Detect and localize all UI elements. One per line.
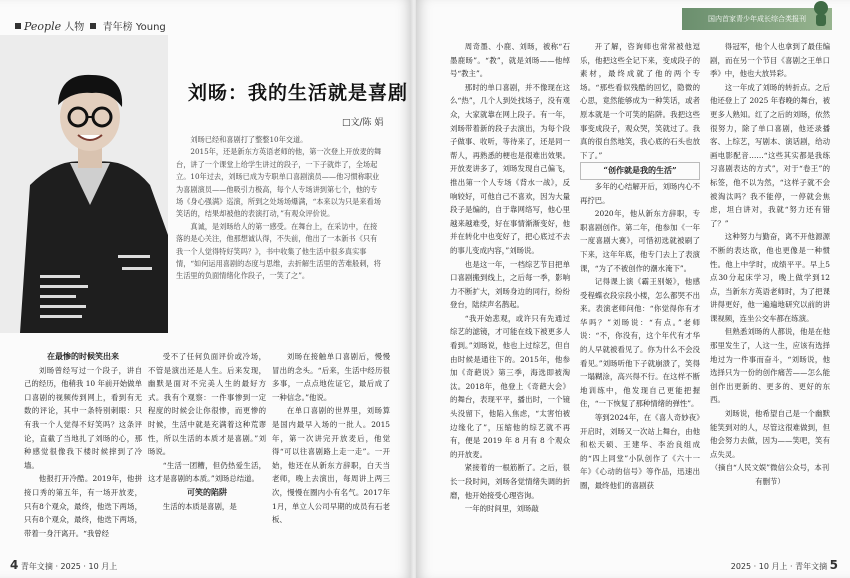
subheading-text: “创作就是我的生活” <box>580 162 700 180</box>
body-paragraph: 这一年成了刘旸的转折点。之后他还登上了 2025 年春晚的舞台，被更多人熟知。红了之后的刘旸，依然很努力，除了单口喜剧，他还录播客、上综艺，写剧本、演话剧，给动画电影配音……“这些其实都是我练习喜剧表达的方式”，对于“卷王”的标签，他不以为然，“这样子就不会被淘汰吗？我不能停，一停就会焦虑，坦白讲对，我就“努力还有错了？” <box>710 82 830 228</box>
subheading <box>580 162 700 180</box>
body-paragraph: 等到2024年，在《喜人奇妙夜》开启时，刘旸又一次站上舞台，由他和松天硕、王建华、李治良组成的“四上同堂”小队创作了《六十一年》《心动的信号》等作品，迅速出圈，最终他们的喜剧获 <box>580 413 700 490</box>
left-page <box>0 0 412 578</box>
body-paragraph: 紧接着的一根筋断了。之后，很长一段时间，刘旸各觉情绪失调的折磨，他开始接受心理咨询。 <box>450 463 570 500</box>
section-header <box>12 18 166 33</box>
body-paragraph: 那时的单口喜剧，并不像现在这么“热”，几个人到处找场子，没有观众，大家就靠在网上段子。有一年，刘旸带着新的段子去演出，为每个段子做事、收听，等待来了，还是同一帮人，再熟悉的梗也是很难出效果。开放麦讲多了，刘旸发现自己偏飞，推出第一个人专场《背水一战》，反响较好，可他自己不喜欢，因为大量段子是编的，自于靠网络写，他心里越来越难受，好在事情渐渐变好，他并在转化中也变好了，把心底过不去的事儿变成内容，”刘旸说。 <box>450 82 570 255</box>
body-paragraph: 他报打开冷酷。2019年，他拼接口秀的第五年，有一场开放麦，只有8个观众，最终，他迭下两场，只有8个观众，最终，他迭下两场，带着一身汗离开。“我曾经 <box>24 474 142 538</box>
subheading: 在最惨的时候笑出来 <box>47 351 119 361</box>
portrait-illustration <box>0 35 168 333</box>
subheading: 可笑的陷阱 <box>187 486 227 497</box>
right-footer <box>731 558 838 572</box>
page-number: 5 <box>829 558 838 572</box>
header-dot-icon <box>90 23 96 29</box>
body-paragraph: 但熟悉刘旸的人都说，他是在他那里发生了，人这一生，应该有选择地过为一件事而奋斗，“刘旸说，他选择只为一份的创作痛苦——怎么能创作出更新的、更多的、更好的东西。 <box>710 327 830 405</box>
intro-paragraph: 真诚，是刘旸给人的第一感受。在舞台上，在采访中，在接落的是心关注，他那想诚认得，不失前，他出了一本新书《只有我一个人觉得特好笑吗？》，书中收集了他生活中很多真实事情，“如何运用喜剧的态度与思维，去折解生活里的苦难般刺，将生活里的负面情绪化作段子，一笑了之”。 <box>176 221 381 281</box>
byline: □文/陈 娟 <box>342 118 384 128</box>
source-credit: （摘自“人民文娱”微信公众号，本刊有删节） <box>710 463 830 486</box>
mascot-icon <box>808 0 834 28</box>
body-paragraph: 周奇墨、小鹿、刘旸，被称“石墨鹿旸”。“教”，就是刘旸——他绰号“教主”。 <box>450 42 570 79</box>
body-paragraph: 刘旸曾经写过一个段子，讲自己的经历，他稍我 10 年前开始做单口喜剧的视频传到网上，看到有无数的评论，其中一条特别刺眼：只有我一个人觉得不好笑吗？这条评论，直截了当地扎了刘旸的心，那种感觉很像我下楼时候摔到了冷墙。 <box>24 365 142 470</box>
body-paragraph: 2020年，他从新东方辞职，专职喜剧创作。第二年，他参加《一年一度喜剧大赛》，可惜初选就被刷了下来，这年年底，他专门去上了表演课，“为了不被创作的潮水淹下”。 <box>580 209 700 273</box>
left-column-1 <box>24 350 142 540</box>
body-paragraph: 刘旸在接触单口喜剧后，慢慢冒出的念头。“后来，生活中经历很多事，一点点地佐证它，最后成了一种信念。”他说。 <box>272 352 390 402</box>
body-paragraph: 多年的心结解开后，刘旸内心不再拧巴。 <box>580 181 700 205</box>
body-paragraph: 得冠军，他个人也拿到了最佳编剧，而在另一个节目《喜剧之王单口季》中，他也大放异彩。 <box>710 42 830 79</box>
body-paragraph: 生活的本质是喜剧，是 <box>162 501 237 511</box>
header-square-icon <box>15 23 21 29</box>
body-paragraph: “生活一团糟，但仍热爱生活，这才是喜剧的本质。”刘旸总结道。 <box>148 460 266 484</box>
body-paragraph: 受不了任何负面评价或冷场，不管是演出还是人生。后来发现，幽默是面对不完美人生的最好方式。我有个观察：一件事惨到一定程度的时候会让你很惨，而更惨的时候，生活中就是充满着这种荒谬性，所以生活的本质才是喜剧。”刘旸说。 <box>148 352 266 457</box>
portrait-photo <box>0 35 168 333</box>
section-label: People <box>24 20 62 33</box>
article-intro <box>176 134 384 283</box>
right-column-1 <box>450 40 570 516</box>
page-number: 4 <box>10 558 19 572</box>
right-column-3 <box>710 40 830 489</box>
intro-paragraph: 2015年，还是新东方英语老师的他，第一次登上开放麦的舞台，讲了一个课堂上给学生讲过的段子，一下子就炸了，全场起立。10年过去，刘旸已成为专职单口喜剧演员——他习惯称职业为喜剧演员——他吸引力极高，每个人专场讲到第七个，他的专场《身心强满》巡演，所到之处场场爆满，“本来以为只是来看场笑话的，结果却被他的表演打动，”有观众评价说。 <box>176 147 382 219</box>
magazine-issue: 2025 · 10 月上 · 青年文摘 <box>730 562 828 571</box>
right-page <box>416 0 850 578</box>
body-paragraph: 记得课上演《霸王别姬》，他感受程蝶衣段宗段小楼，怎么都哭不出来。表演老师问他：“你觉得你有才华吗？”刘旸说：“有点。”老师说：“不，你没有，这个年代有才华的人早就被看见了。你为什么不会没看见。”刘旸听他下子就崩溃了，笑得一塌糊涂，高兴得不行。在这样不断地训练中，他发现自己更能把握住，“一下恢复了那种情绪的弹性”。 <box>580 277 700 409</box>
author-tag: 青年榜 Young <box>102 22 166 33</box>
left-column-3 <box>272 350 390 527</box>
body-paragraph: 一年的时间里，刘旸敲 <box>464 504 539 514</box>
left-footer <box>10 558 117 572</box>
body-paragraph: 在单口喜剧的世界里，刘旸算是国内最早入场的一批人。2015年，第一次讲完开放麦后，他觉得“可以往喜剧路上走一走”。一开始，他还在从新东方辞职，白天当老师，晚上去演出，每周讲上两三次，慢慢在圈内小有名气。2017年1月，单立人公司早期的成员有石老板、 <box>272 406 390 525</box>
body-paragraph: 这种努力与勤奋，离不开他源源不断的表达欲，他也更像是一种惯性。他上中学时，成绩平平。早上5点30分起床学习，晚上做学到12点，当新东方英语老师时，为了把课讲得更好，他一遍遍地研究以前的讲课视频，连坐公交车都在练演。 <box>710 232 830 323</box>
body-paragraph: 开了解，咨询师也常常被他逗乐，他把这些全记下来，变成段子的素材，最终成就了他的两个专场。“那些看似残酷的回忆，隐微的心思，竟然能够成为一种笑话，或者原本就是一个可笑的陷阱。我把这些事变成段子，观众哭，笑就过了。我真的很自然地笑，我心底的石头也放下了。” <box>580 42 700 160</box>
magazine-issue: 青年文摘 · 2025 · 10 月上 <box>20 562 118 571</box>
section-label-cn: 人物 <box>64 22 85 33</box>
body-paragraph: 也是这一年，一档综艺节目把单口喜剧搬到线上，之后每一季，影响力不断扩大，刘旸身边的同行，纷纷登台，陆续声名鹊起。 <box>450 259 570 310</box>
body-paragraph: 刘旸说，他希望自己是一个幽默能笑到对的人，尽管这很难做到，但他会努力去做，因为——笑吧，笑有点失灵。 <box>710 409 830 459</box>
header-banner: 国内首家青少年成长综合类报刊 <box>682 8 832 30</box>
article-title: 刘旸：我的生活就是喜剧 <box>188 82 409 104</box>
right-column-2 <box>580 40 700 493</box>
intro-paragraph: 刘旸已经和喜剧打了整整10年交道。 <box>190 135 308 144</box>
body-paragraph: “我开始悲观，或许只有先通过综艺的滤镜，才可能在线下被更多人看到。”刘旸说，他也上过综艺，但自由时候是通往下的。2015年，他参加《奇葩说》第三季，海选即被淘汰。2018年，他登上《奇葩大会》的舞台，表现平平，播出时，一个镜头没留下，他陷入焦虑，“太害怕被边缘化了”，压缩他的综艺就不再有，便是 2019 年 8 月有 8 个观众的开放麦。 <box>450 313 570 459</box>
left-column-2 <box>148 350 266 513</box>
